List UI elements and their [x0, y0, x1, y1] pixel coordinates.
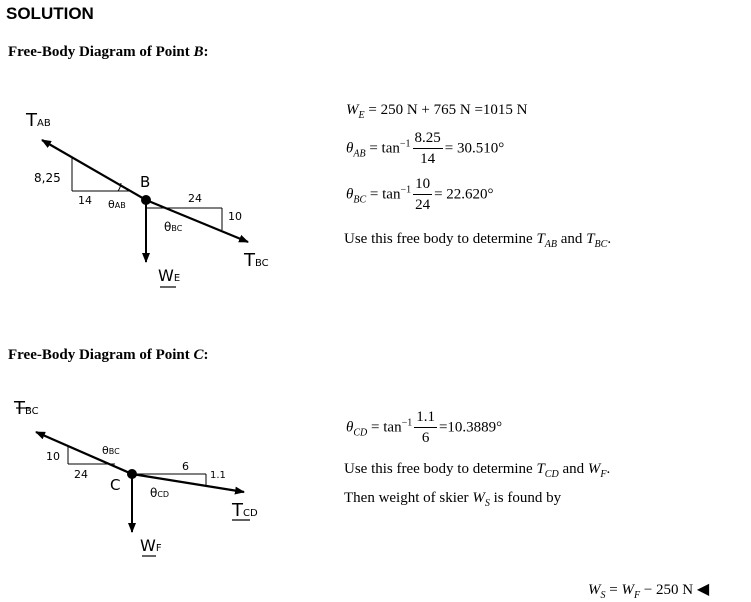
- label-tbc: TBC: [244, 250, 269, 271]
- label-tab: TAB: [26, 110, 51, 131]
- label-6: 6: [182, 460, 189, 473]
- eq-theta-ab: $\theta_{AB} = \tan^{-1}$ $\frac{8.25}{14}$ = 30.510°: [346, 130, 505, 167]
- label-theta-bc: θBC: [164, 220, 183, 234]
- label-825: 8,25: [34, 171, 61, 185]
- label-theta-ab: θAB: [108, 198, 126, 211]
- answer-marker-icon: ◀: [696, 581, 710, 598]
- point-b-dot: [141, 195, 151, 205]
- note-c1: Use this free body to determine $T_{CD}$ and $W_F$.: [344, 461, 611, 480]
- label-24: 24: [188, 192, 202, 205]
- label-theta-cd: θCD: [150, 486, 170, 500]
- eq-we: $W_E = 250$ N + 765 N =1015 N: [346, 102, 528, 121]
- point-c-dot: [127, 469, 137, 479]
- label-10-c: 10: [46, 450, 60, 463]
- label-we: WE: [158, 266, 181, 285]
- label-11: 1.1: [210, 470, 226, 481]
- label-point-b: B: [140, 173, 151, 191]
- section-b-title: Free-Body Diagram of Point B:: [8, 44, 209, 60]
- eq-theta-cd: $\theta_{CD} = \tan^{-1}$ $\frac{1.1}{6}$ =10.3889°: [346, 409, 503, 446]
- final-equation: $W_S = W_F - 250$ N ◀: [588, 581, 710, 601]
- section-c-title: Free-Body Diagram of Point C:: [8, 347, 209, 363]
- eq-theta-bc: $\theta_{BC} = \tan^{-1}$ $\frac{10}{24}$ = 22.620°: [346, 176, 494, 213]
- tcd-force-line: [132, 474, 244, 492]
- solution-heading: SOLUTION: [6, 4, 94, 23]
- note-c2: Then weight of skier $W_S$ is found by: [344, 490, 562, 509]
- label-14: 14: [78, 194, 92, 207]
- label-tbc-c: TBC: [14, 398, 39, 419]
- label-wf: WF: [140, 536, 162, 555]
- label-24-c: 24: [74, 468, 88, 481]
- label-theta-bc-c: θBC: [102, 444, 120, 457]
- label-point-c: C: [110, 476, 121, 494]
- label-10: 10: [228, 210, 242, 223]
- note-b: Use this free body to determine $T_{AB}$ and $T_{BC}$.: [344, 231, 612, 250]
- label-tcd: TCD: [232, 500, 258, 521]
